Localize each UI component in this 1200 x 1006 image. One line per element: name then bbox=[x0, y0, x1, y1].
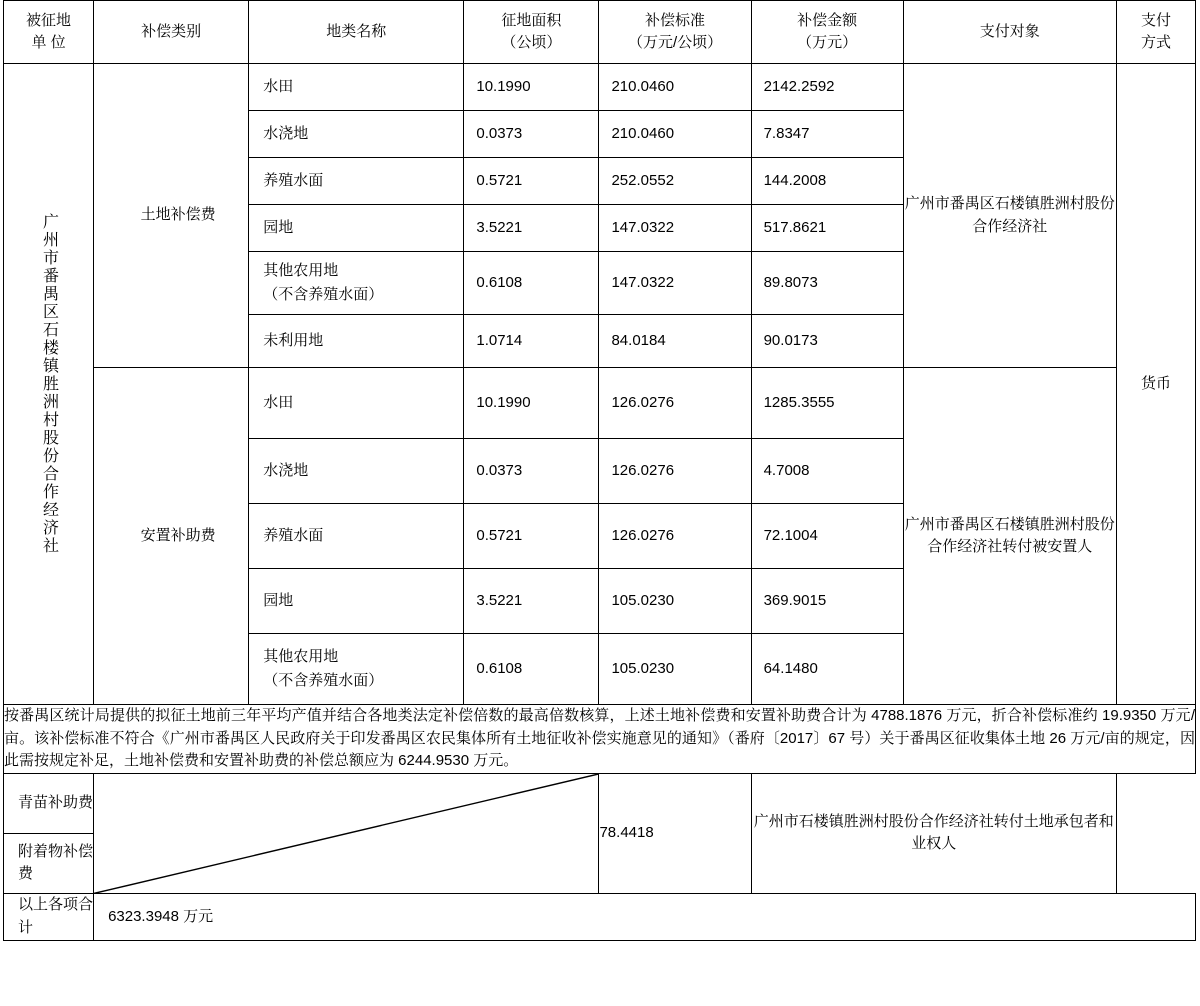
standard-value: 126.0276 bbox=[611, 526, 675, 544]
extra-payee-text: 广州市石楼镇胜洲村股份合作经济社转付土地承包者和业权人 bbox=[753, 812, 1114, 853]
header-unit bbox=[4, 1, 94, 64]
grand-total-row bbox=[4, 893, 1196, 940]
area-value: 3.5221 bbox=[476, 591, 523, 609]
table-row bbox=[4, 773, 1196, 833]
table-row bbox=[4, 368, 1196, 439]
land-type-label-line1: 其他农用地 bbox=[263, 648, 339, 665]
area-cell bbox=[464, 158, 599, 205]
standard-cell bbox=[599, 252, 751, 315]
header-standard-line1: 补偿标准 bbox=[645, 11, 706, 29]
header-area-line2: （公顷） bbox=[501, 34, 562, 51]
header-pay-method-line1: 支付 bbox=[1140, 11, 1171, 29]
grand-total-label-cell bbox=[4, 893, 94, 940]
diagonal-blank-cell bbox=[94, 773, 599, 893]
area-cell bbox=[464, 504, 599, 569]
land-type-cell bbox=[249, 158, 464, 205]
pay-method-text: 货币 bbox=[1140, 374, 1171, 392]
table-row bbox=[4, 64, 1196, 111]
amount-value: 2142.2592 bbox=[763, 77, 835, 95]
land-type-label: 水浇地 bbox=[263, 461, 309, 479]
land-type-cell bbox=[249, 439, 464, 504]
land-type-cell bbox=[249, 111, 464, 158]
extra-amount-cell bbox=[599, 773, 751, 893]
standard-value: 105.0230 bbox=[611, 591, 675, 609]
area-value: 1.0714 bbox=[476, 331, 523, 349]
area-cell bbox=[464, 368, 599, 439]
amount-cell bbox=[751, 205, 903, 252]
standard-cell bbox=[599, 504, 751, 569]
amount-value: 89.8073 bbox=[763, 273, 818, 291]
header-payee bbox=[903, 1, 1116, 64]
payee-land-compensation-text: 广州市番禺区石楼镇胜洲村股份合作经济社 bbox=[904, 195, 1115, 235]
amount-value: 1285.3555 bbox=[763, 393, 835, 411]
area-value: 0.5721 bbox=[476, 526, 523, 544]
category-resettlement-subsidy bbox=[94, 368, 249, 705]
area-cell bbox=[464, 439, 599, 504]
category-resettlement-subsidy-label: 安置补助费 bbox=[140, 526, 216, 544]
category-attachment-compensation bbox=[4, 833, 94, 893]
unit-name-text: 广州市番禺区石楼镇胜洲村股份合作经济社 bbox=[40, 213, 58, 555]
land-type-label: 水浇地 bbox=[263, 124, 309, 142]
area-cell bbox=[464, 315, 599, 368]
grand-total-value: 6323.3948 万元 bbox=[108, 907, 214, 925]
amount-cell bbox=[751, 158, 903, 205]
extra-payee-cell bbox=[751, 773, 1116, 893]
area-value: 0.6108 bbox=[476, 273, 523, 291]
land-type-cell bbox=[249, 205, 464, 252]
diagonal-line-icon bbox=[94, 774, 598, 893]
standard-value: 147.0322 bbox=[611, 273, 675, 291]
header-area bbox=[464, 1, 599, 64]
note-cell bbox=[4, 705, 1196, 774]
header-land-type bbox=[249, 1, 464, 64]
amount-cell bbox=[751, 252, 903, 315]
payee-land-compensation bbox=[903, 64, 1116, 368]
amount-cell bbox=[751, 368, 903, 439]
amount-value: 369.9015 bbox=[763, 591, 827, 609]
header-pay-method-line2: 方式 bbox=[1140, 34, 1171, 51]
land-type-label: 水田 bbox=[263, 393, 294, 411]
pay-method-cell bbox=[1116, 64, 1195, 705]
area-cell bbox=[464, 64, 599, 111]
amount-cell bbox=[751, 634, 903, 705]
amount-value: 64.1480 bbox=[763, 659, 818, 677]
land-type-label: 养殖水面 bbox=[263, 526, 324, 544]
amount-cell bbox=[751, 111, 903, 158]
land-type-cell bbox=[249, 252, 464, 315]
land-type-cell bbox=[249, 634, 464, 705]
area-value: 0.5721 bbox=[476, 171, 523, 189]
land-type-cell bbox=[249, 64, 464, 111]
standard-value: 210.0460 bbox=[611, 124, 675, 142]
extra-amount-value: 78.4418 bbox=[599, 823, 654, 841]
amount-cell bbox=[751, 315, 903, 368]
amount-value: 7.8347 bbox=[763, 124, 810, 142]
header-unit-line2: 单 位 bbox=[31, 34, 66, 51]
land-type-label: 养殖水面 bbox=[263, 171, 324, 189]
area-value: 0.0373 bbox=[476, 461, 523, 479]
standard-value: 147.0322 bbox=[611, 218, 675, 236]
land-type-label: 园地 bbox=[263, 591, 294, 609]
header-amount-line1: 补偿金额 bbox=[797, 11, 858, 29]
amount-cell bbox=[751, 64, 903, 111]
category-land-compensation bbox=[94, 64, 249, 368]
grand-total-value-cell bbox=[94, 893, 1196, 940]
standard-value: 126.0276 bbox=[611, 461, 675, 479]
table-header-row bbox=[4, 1, 1196, 64]
area-cell bbox=[464, 205, 599, 252]
header-amount bbox=[751, 1, 903, 64]
area-cell bbox=[464, 111, 599, 158]
standard-cell bbox=[599, 634, 751, 705]
amount-value: 72.1004 bbox=[763, 526, 818, 544]
standard-cell bbox=[599, 368, 751, 439]
payee-resettlement-subsidy bbox=[903, 368, 1116, 705]
category-seedling-subsidy bbox=[4, 773, 94, 833]
header-unit-line1: 被征地 bbox=[26, 11, 72, 29]
area-value: 10.1990 bbox=[476, 77, 531, 95]
compensation-table-sheet bbox=[3, 0, 1196, 941]
amount-value: 144.2008 bbox=[763, 171, 827, 189]
note-row bbox=[4, 705, 1196, 774]
category-seedling-subsidy-label: 青苗补助费 bbox=[18, 793, 94, 811]
payee-resettlement-subsidy-text: 广州市番禺区石楼镇胜洲村股份合作经济社转付被安置人 bbox=[904, 515, 1115, 555]
amount-value: 4.7008 bbox=[763, 461, 810, 479]
land-type-label: 园地 bbox=[263, 218, 294, 236]
standard-cell bbox=[599, 205, 751, 252]
area-value: 3.5221 bbox=[476, 218, 523, 236]
standard-value: 210.0460 bbox=[611, 77, 675, 95]
area-value: 0.6108 bbox=[476, 659, 523, 677]
amount-cell bbox=[751, 439, 903, 504]
header-area-line1: 征地面积 bbox=[501, 11, 562, 29]
category-attachment-compensation-label: 附着物补偿费 bbox=[18, 842, 94, 883]
header-pay-method bbox=[1116, 1, 1195, 64]
standard-cell bbox=[599, 569, 751, 634]
standard-value: 252.0552 bbox=[611, 171, 675, 189]
land-type-label-line2: （不含养殖水面） bbox=[263, 286, 384, 303]
area-value: 0.0373 bbox=[476, 124, 523, 142]
note-text: 按番禺区统计局提供的拟征土地前三年平均产值并结合各地类法定补偿倍数的最高倍数核算，上述土地补偿费和安置补助费合计为 4788.1876 万元，折合补偿标准约 19.9350 万元/亩。该补偿标准不符合《广州市番禺区人民政府关于印发番禺区农民集体所有土地征收补偿实施意见的通知》（番府〔2017〕67 号）关于番禺区征收集体土地 26 万元/亩的规定，因此需按规定补足，土地补偿费和安置补助费的补偿总额应为 6244.9530 万元。 bbox=[4, 707, 1195, 769]
standard-cell bbox=[599, 111, 751, 158]
land-type-cell bbox=[249, 504, 464, 569]
land-type-cell bbox=[249, 315, 464, 368]
unit-name-cell bbox=[4, 64, 94, 705]
header-standard-line2: （万元/公顷） bbox=[627, 34, 723, 51]
header-payee-line1: 支付对象 bbox=[979, 22, 1040, 40]
category-land-compensation-label: 土地补偿费 bbox=[140, 206, 216, 224]
compensation-table bbox=[3, 0, 1196, 941]
land-type-label-line2: （不含养殖水面） bbox=[263, 672, 384, 689]
header-amount-line2: （万元） bbox=[797, 34, 858, 51]
standard-value: 126.0276 bbox=[611, 393, 675, 411]
land-type-label: 未利用地 bbox=[263, 331, 324, 349]
area-cell bbox=[464, 252, 599, 315]
standard-value: 84.0184 bbox=[611, 331, 666, 349]
amount-cell bbox=[751, 569, 903, 634]
header-category-line1: 补偿类别 bbox=[141, 22, 202, 40]
grand-total-label: 以上各项合计 bbox=[18, 896, 94, 936]
land-type-label-line1: 其他农用地 bbox=[263, 262, 339, 279]
standard-cell bbox=[599, 315, 751, 368]
header-land-type-line1: 地类名称 bbox=[326, 22, 387, 40]
standard-cell bbox=[599, 64, 751, 111]
standard-value: 105.0230 bbox=[611, 659, 675, 677]
standard-cell bbox=[599, 439, 751, 504]
amount-value: 90.0173 bbox=[763, 331, 818, 349]
standard-cell bbox=[599, 158, 751, 205]
land-type-label: 水田 bbox=[263, 77, 294, 95]
area-value: 10.1990 bbox=[476, 393, 531, 411]
area-cell bbox=[464, 569, 599, 634]
header-category bbox=[94, 1, 249, 64]
land-type-cell bbox=[249, 368, 464, 439]
amount-cell bbox=[751, 504, 903, 569]
amount-value: 517.8621 bbox=[763, 218, 827, 236]
header-standard bbox=[599, 1, 751, 64]
area-cell bbox=[464, 634, 599, 705]
land-type-cell bbox=[249, 569, 464, 634]
